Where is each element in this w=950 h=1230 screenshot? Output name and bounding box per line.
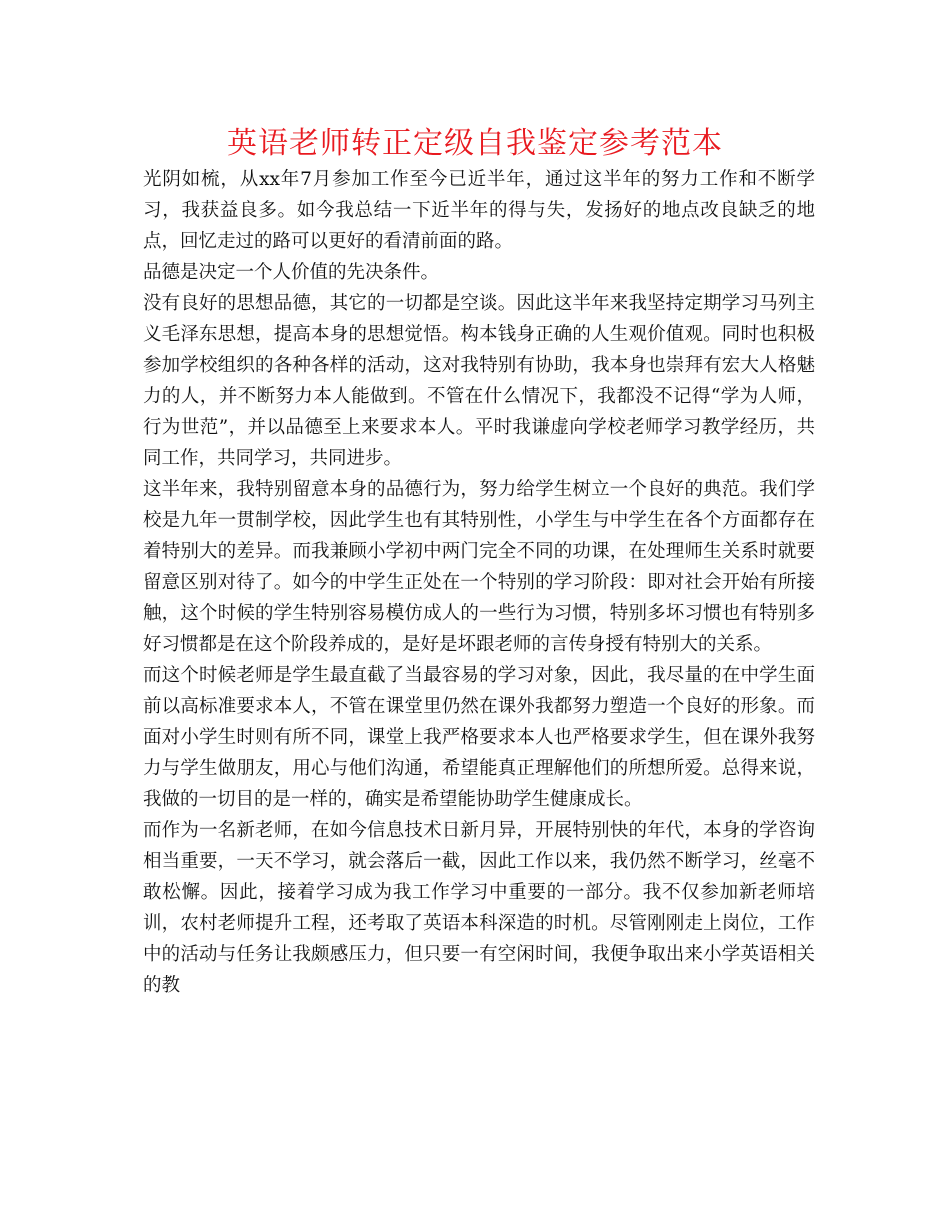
paragraph-4: 这半年来，我特别留意本身的品德行为，努力给学生树立一个良好的典范。我们学校是九年一贯制学校，因此学生也有其特别性，小学生与中学生在各个方面都存在着特别大的差异。而我兼顾小学初中两门完全不同的功课，在处理师生关系时就要留意区别对待了。如今的中学生正处在一个特别的学习阶段：即对社会开始有所接触，这个时候的学生特别容易模仿成人的一些行为习惯，特别多坏习惯也有特别多好习惯都是在这个阶段养成的，是好是坏跟老师的言传身授有特别大的关系。 xyxy=(143,479,815,655)
paragraph-5: 而这个时候老师是学生最直截了当最容易的学习对象，因此，我尽量的在中学生面前以高标准要求本人，不管在课堂里仍然在课外我都努力塑造一个良好的形象。而面对小学生时则有所不同，课堂上我严格要求本人也严格要求学生，但在课外我努力与学生做朋友，用心与他们沟通，希望能真正理解他们的所想所爱。总得来说，我做的一切目的是一样的，确实是希望能协助学生健康成长。 xyxy=(143,665,815,810)
paragraph-2: 品德是决定一个人价值的先决条件。 xyxy=(143,262,440,283)
document-title: 英语老师转正定级自我鉴定参考范本 xyxy=(227,126,723,161)
paragraph-3: 没有良好的思想品德，其它的一切都是空谈。因此这半年来我坚持定期学习马列主义毛泽东思想，提高本身的思想觉悟。构本钱身正确的人生观价值观。同时也积极参加学校组织的各种各样的活动，这对我特别有协助，我本身也崇拜有宏大人格魅力的人，并不断努力本人能做到。不管在什么情况下，我都没不记得“学为人师，行为世范”，并以品德至上来要求本人。平时我谦虚向学校老师学习教学经历，共同工作，共同学习，共同进步。 xyxy=(143,293,815,469)
paragraph-1: 光阴如梳，从xx年7月参加工作至今已近半年，通过这半年的努力工作和不断学习，我获益良多。如今我总结一下近半年的得与失，发扬好的地点改良缺乏的地点，回忆走过的路可以更好的看清前面的路。 xyxy=(143,169,815,252)
paragraph-6: 而作为一名新老师，在如今信息技术日新月异，开展特别快的年代，本身的学咨询相当重要，一天不学习，就会落后一截，因此工作以来，我仍然不断学习，丝毫不敢松懈。因此，接着学习成为我工作学习中重要的一部分。我不仅参加新老师培训，农村老师提升工程，还考取了英语本科深造的时机。尽管刚刚走上岗位，工作中的活动与任务让我颇感压力，但只要一有空闲时间，我便争取出来小学英语相关的教 xyxy=(143,820,815,996)
document-body xyxy=(143,164,815,1001)
